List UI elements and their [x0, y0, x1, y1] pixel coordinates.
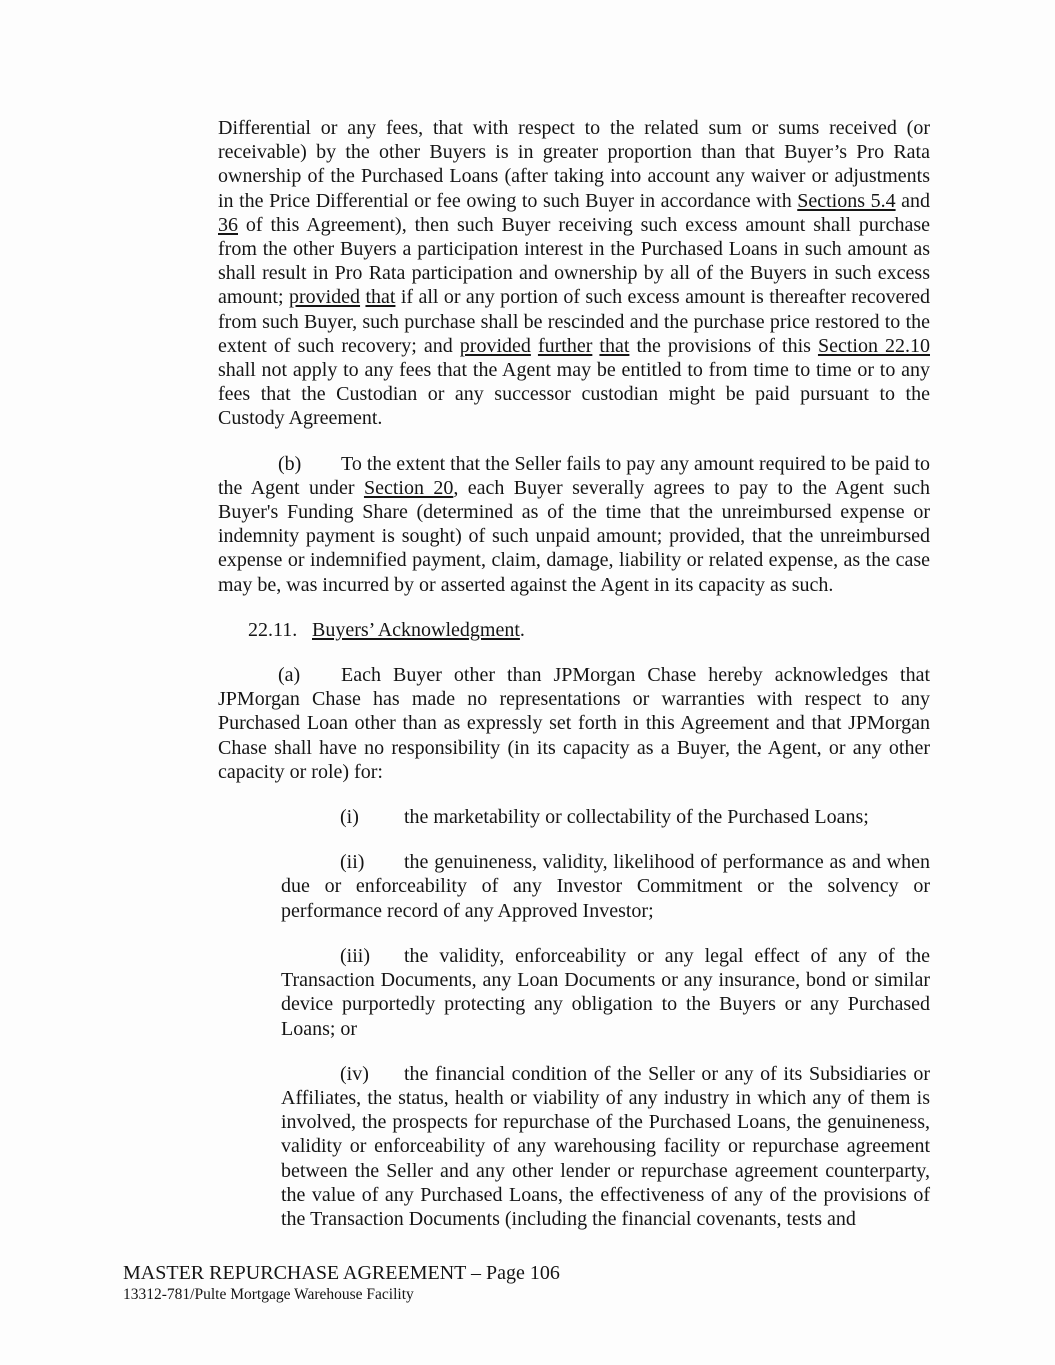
footer-agreement-title: MASTER REPURCHASE AGREEMENT – Page 106	[123, 1262, 560, 1284]
footer-document-id: 13312-781/Pulte Mortgage Warehouse Facility	[123, 1286, 414, 1303]
list-item-i	[281, 805, 930, 829]
paragraph-b-text: To the extent that the Seller fails to pay any amount required to be paid to the Agent under Section 20, each Buyer severally agrees to pay to the Agent such Buyer's Funding Share (determined as of the time that the unreimbursed expense or indemnity payment is sought) of such unpaid amount; provided, that the unreimbursed expense or indemnified payment, claim, damage, liability or related expense, as the case may be, was incurred by or asserted against the Agent in its capacity as such.	[218, 452, 930, 596]
list-item-ii	[281, 850, 930, 923]
list-item-iv-text: the financial condition of the Seller or any of its Subsidiaries or Affiliates, the status, health or viability of any industry in which any of them is involved, the prospects for repurchase of the Purchased Loans, the genuineness, validity or enforceability of any warehousing facility or repurchase agreement between the Seller and any other lender or repurchase agreement counterparty, the value of any Purchased Loans, the effectiveness of any of the provisions of the Transaction Documents (including the financial covenants, tests and	[281, 1062, 930, 1230]
list-item-ii-label: (ii)	[340, 851, 365, 874]
list-item-iii-label: (iii)	[340, 944, 370, 967]
list-item-iv-label: (iv)	[340, 1062, 369, 1085]
paragraph-b-label: (b)	[278, 452, 302, 475]
paragraph-b	[218, 452, 930, 597]
section-heading-22-11	[248, 618, 930, 642]
paragraph-a-label: (a)	[278, 664, 301, 687]
list-item-i-label: (i)	[340, 806, 359, 829]
section-number: 22.11.	[248, 618, 298, 641]
list-item-iii-text: the validity, enforceability or any legal effect of any of the Transaction Documents, any Loan Documents or any insurance, bond or similar device purportedly protecting any obligation to the Buyers or any Purchased Loans; or	[281, 944, 930, 1040]
list-item-iii	[281, 944, 930, 1041]
list-item-iv	[281, 1062, 930, 1231]
text-block	[218, 116, 930, 1252]
section-title: Buyers’ Acknowledgment.	[312, 618, 525, 641]
page-footer	[123, 1261, 560, 1304]
paragraph-a-text: Each Buyer other than JPMorgan Chase hereby acknowledges that JPMorgan Chase has made no representations or warranties with respect to any Purchased Loan other than as expressly set forth in this Agreement and that JPMorgan Chase shall have no responsibility (in its capacity as a Buyer, the Agent, or any other capacity or role) for:	[218, 664, 930, 783]
paragraph-a	[218, 663, 930, 784]
list-item-ii-text: the genuineness, validity, likelihood of performance as and when due or enforceability of any Investor Commitment or the solvency or performance record of any Approved Investor;	[281, 851, 930, 922]
paragraph-continuation: Differential or any fees, that with respect to the related sum or sums received (or receivable) by the other Buyers is in greater proportion than that Buyer’s Pro Rata ownership of the Purchased Loans (after taking into account any waiver or adjustments in the Price Differential or fee owing to such Buyer in accordance with Sections 5.4 and 36 of this Agreement), then such Buyer receiving such excess amount shall purchase from the other Buyers a participation interest in the Purchased Loans in such amount as shall result in Pro Rata participation and ownership by all of the Buyers in such excess amount; provided that if all or any portion of such excess amount is thereafter recovered from such Buyer, such purchase shall be rescinded and the purchase price restored to the extent of such recovery; and provided further that the provisions of this Section 22.10 shall not apply to any fees that the Agent may be entitled to from time to time or to any fees that the Custodian or any successor custodian might be paid pursuant to the Custody Agreement.	[218, 117, 931, 430]
list-item-i-text: the marketability or collectability of the Purchased Loans;	[404, 806, 869, 829]
